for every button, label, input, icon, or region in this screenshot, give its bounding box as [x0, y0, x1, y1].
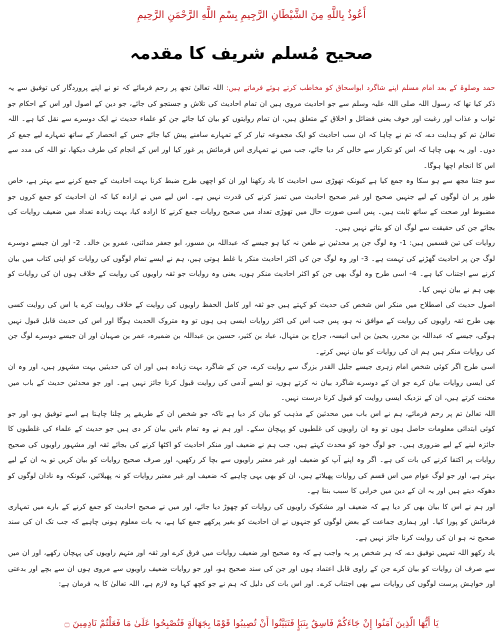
- paragraph-6: اللہ تعالیٰ تم پر رحم فرمائے، ہم نے اس باب میں محدثین کے مذہب کو بیان کر دیا ہے تاکہ جو شخص ان کے طریقے پر چلنا چاہتا ہے اسے توفیق ہو، اور جو کوئی ابتدائی معلومات حاصل ہوں تو وہ ان راویوں کی غلطیوں کو پہچان سکے۔ اور ہم نے وہ تمام باتیں بیان کر دی ہیں جو حدیث کے علماء کی غلطیوں کا جائزہ لینے کے لیے ضروری ہیں۔ جو لوگ خود کو محدث کہتے ہیں، جب ہم نے ضعیف اور منکر احادیث کو اکٹھا کرنے کی بجائے ثقہ اور مشہور راویوں کی صحیح روایات پر اکتفا کرنے کی بات کی ہے۔ اگر وہ اپنے آپ کو ضعیف اور غیر معتبر راویوں سے بچا کر رکھیں، اور صرف صحیح روایات کو بیان کریں تو یہ ان کے لیے بہتر ہے، اور جو لوگ عوام میں اس قسم کی روایات پھیلاتے ہیں، ان کو بھی یہی چاہیے کہ ضعیف اور غیر معتبر روایات کو نہ پھیلائیں، کیونکہ وہ نادان لوگوں کو دھوکہ دیتے ہیں اور یہ ان کے دین میں خرابی کا سبب بنتا ہے۔: [8, 408, 495, 495]
- paragraph-1-text: اللہ تعالیٰ تجھ پر رحم فرمائے کہ تو نے اپنے پروردگار کی توفیق سے یہ ذکر کیا تھا کہ رسول اللہ صلی اللہ علیہ وسلم سے جو احادیث مروی ہیں ان تمام احادیث کی تلاش و جستجو کی جائے، جو دین کے اصول اور اس کے احکام جو ثواب و عذاب اور رغبت اور خوف یعنی فضائل و اخلاق کے متعلق ہیں، ان تمام روایتوں کو بیان کیا جائے جن کو علماء حدیث نے ایک دوسرے سے نقل کیا ہے۔ اللہ تعالیٰ تم کو ہدایت دے، کہ تم نے چاہا کہ ان سب احادیث کو ایک مجموعہ تیار کر کے تمہارے سامنے پیش کیا جائے جس کے انحصار کے ساتھ تمہارے لیے جمع کر دوں۔ اور یہ بھی چاہا کہ اس کو تکرار سے خالی کر دیا جائے، جب میں نے تمہاری اس فرمائش پر غور کیا اور اس کے انجام کی طرف دیکھا، تو اللہ کی مدد سے اس کا انجام اچھا ہوگا۔: [8, 83, 495, 170]
- bismillah-heading: أَعُوذُ بِاللَّهِ مِنَ الشَّيْطَانِ الرَّجِيمِ بِسْمِ اللَّهِ الرَّحْمَنِ الرَّحِيمِ: [137, 10, 366, 21]
- paragraph-4: اصول حدیث کی اصطلاح میں منکر اس شخص کی حدیث کو کہتے ہیں جو ثقہ اور کامل الحفظ راویوں کی روایت کے خلاف روایت کرے یا اس کی روایت کسی بھی طرح ثقہ راویوں کی روایت کے موافق نہ ہو، پس جب اس کی اکثر روایات ایسی ہی ہوں تو وہ متروک الحدیث ہوگا اور اس کی حدیث قابل قبول نہیں ہوگی، جیسے کہ عبداللہ بن محرر، یحییٰ بن ابی انیسہ، جراح بن منہال، عباد بن کثیر، حسین بن عبداللہ بن ضمیرہ، عمر بن صہبان اور ان جیسے دوسرے لوگ جن کی روایات منکر ہیں ہم ان کی روایات کو بیان نہیں کرتے۔: [8, 300, 495, 356]
- paragraph-8: یاد رکھو اللہ تمہیں توفیق دے، کہ ہر شخص پر یہ واجب ہے کہ وہ صحیح اور ضعیف روایات میں فرق کرے اور ثقہ اور متہم راویوں کی پہچان رکھے، اور ان میں سے صرف ان روایات کو بیان کرے جن کے راوی قابل اعتماد ہوں اور جن کی سند صحیح ہو، اور جو روایات ضعیف راویوں سے مروی ہوں ان سے بچے اور بدعتی اور خواہش پرست لوگوں کی روایات سے بھی اجتناب کرے۔ اور اس بات کی دلیل کہ ہم نے جو کچھ کہا وہ لازم ہے، اللہ تعالیٰ کا یہ فرمان ہے:: [8, 548, 495, 588]
- quran-verse: يَا أَيُّهَا الَّذِينَ آمَنُوا إِنْ جَاءَكُمْ فَاسِقٌ بِنَبَإٍ فَتَبَيَّنُوا أَنْ تُصِيبُوا قَوْمًا بِجَهَالَةٍ فَتُصْبِحُوا عَلَىٰ مَا فَعَلْتُمْ نَادِمِينَ ۝: [64, 618, 439, 629]
- page-title: صحیح مُسلم شریف کا مقدمہ: [130, 44, 373, 64]
- paragraph-3: روایات کی تین قسمیں ہیں: 1- وہ لوگ جن پر محدثین نے طعن نہ کیا ہو جیسے کہ عبداللہ بن مسور، ابو جعفر مدائنی، عمرو بن خالد۔ 2- اور ان جیسے دوسرے لوگ جن پر احادیث گھڑنے کی تہمت ہے۔ 3- اور وہ لوگ جن کی اکثر احادیث منکر یا غلط ہوتی ہیں، ہم نے ایسے تمام لوگوں کی روایات کو اپنی کتاب میں بیان کرنے سے اجتناب کیا ہے۔ 4- اسی طرح وہ لوگ بھی جن کو اکثر احادیث منکر ہوں، یعنی وہ روایات جو ثقہ راویوں کی روایت کے خلاف ہوں ان کی روایات کو بھی ہم نے بیان نہیں کیا۔: [8, 238, 495, 294]
- paragraph-1: [8, 80, 495, 173]
- paragraph-5: اسی طرح اگر کوئی شخص امام زہری جیسے جلیل القدر بزرگ سے روایت کرے، جن کے شاگرد بہت زیادہ ہیں اور ان کی حدیثیں بہت مشہور ہیں، اور وہ ان کی ایسی روایات بیان کرے جو ان کے دوسرے شاگرد بیان نہ کرتے ہوں، تو ایسے آدمی کی روایت قبول کرنا جائز نہیں ہے۔ اور جو محدثین حدیث کے باب میں محنت کرتے ہیں، ان کے نزدیک ایسی روایت کو قبول کرنا درست نہیں۔: [8, 362, 495, 402]
- document-body: [8, 80, 495, 592]
- paragraph-2: سو جتنا مجھ سے ہو سکا وہ جمع کیا ہے کیونکہ تھوڑی سی احادیث کا یاد رکھنا اور ان کو اچھی طرح ضبط کرنا بہت احادیث کے جمع کرنے سے بہتر ہے، خاص طور پر ان لوگوں کے لیے جنہیں صحیح اور غیر صحیح احادیث میں تمیز کرنے کی قدرت نہیں ہے۔ اس لیے میں نے ارادہ کیا کہ ان احادیث کو جمع کروں جو مضبوط اور صحت کے ساتھ ثابت ہیں۔ پس اسی صورت حال میں تھوڑی تعداد میں صحیح روایات جمع کرنے کا ارادہ کیا، بہت زیادہ تعداد میں ضعیف روایات کی بجائے جن کی حقیقت سے لوگ ان کو بتاتے نہیں ہیں۔: [8, 176, 495, 232]
- intro-text: حمد وصلوۃ کے بعد امام مسلم اپنے شاگرد ابواسحاق کو مخاطب کرتے ہوئے فرماتے ہیں:: [226, 83, 495, 92]
- paragraph-7: اور ہم نے اس کا بیان بھی کر دیا ہے کہ ضعیف اور مشکوک راویوں کی روایات کو چھوڑ دیا جائے، اور میں نے صحیح احادیث کو جمع کرنے کے بارے میں تمہاری فرمائش کو پورا کیا۔ اور ہماری جماعت کے بعض لوگوں کو جنہوں نے ان احادیث کو بغیر پرکھے جمع کیا ہے، یہ بات معلوم ہونی چاہیے کہ جب تک ان کی سند صحیح نہ ہو ان کی روایت کرنا جائز نہیں ہے۔: [8, 501, 495, 542]
